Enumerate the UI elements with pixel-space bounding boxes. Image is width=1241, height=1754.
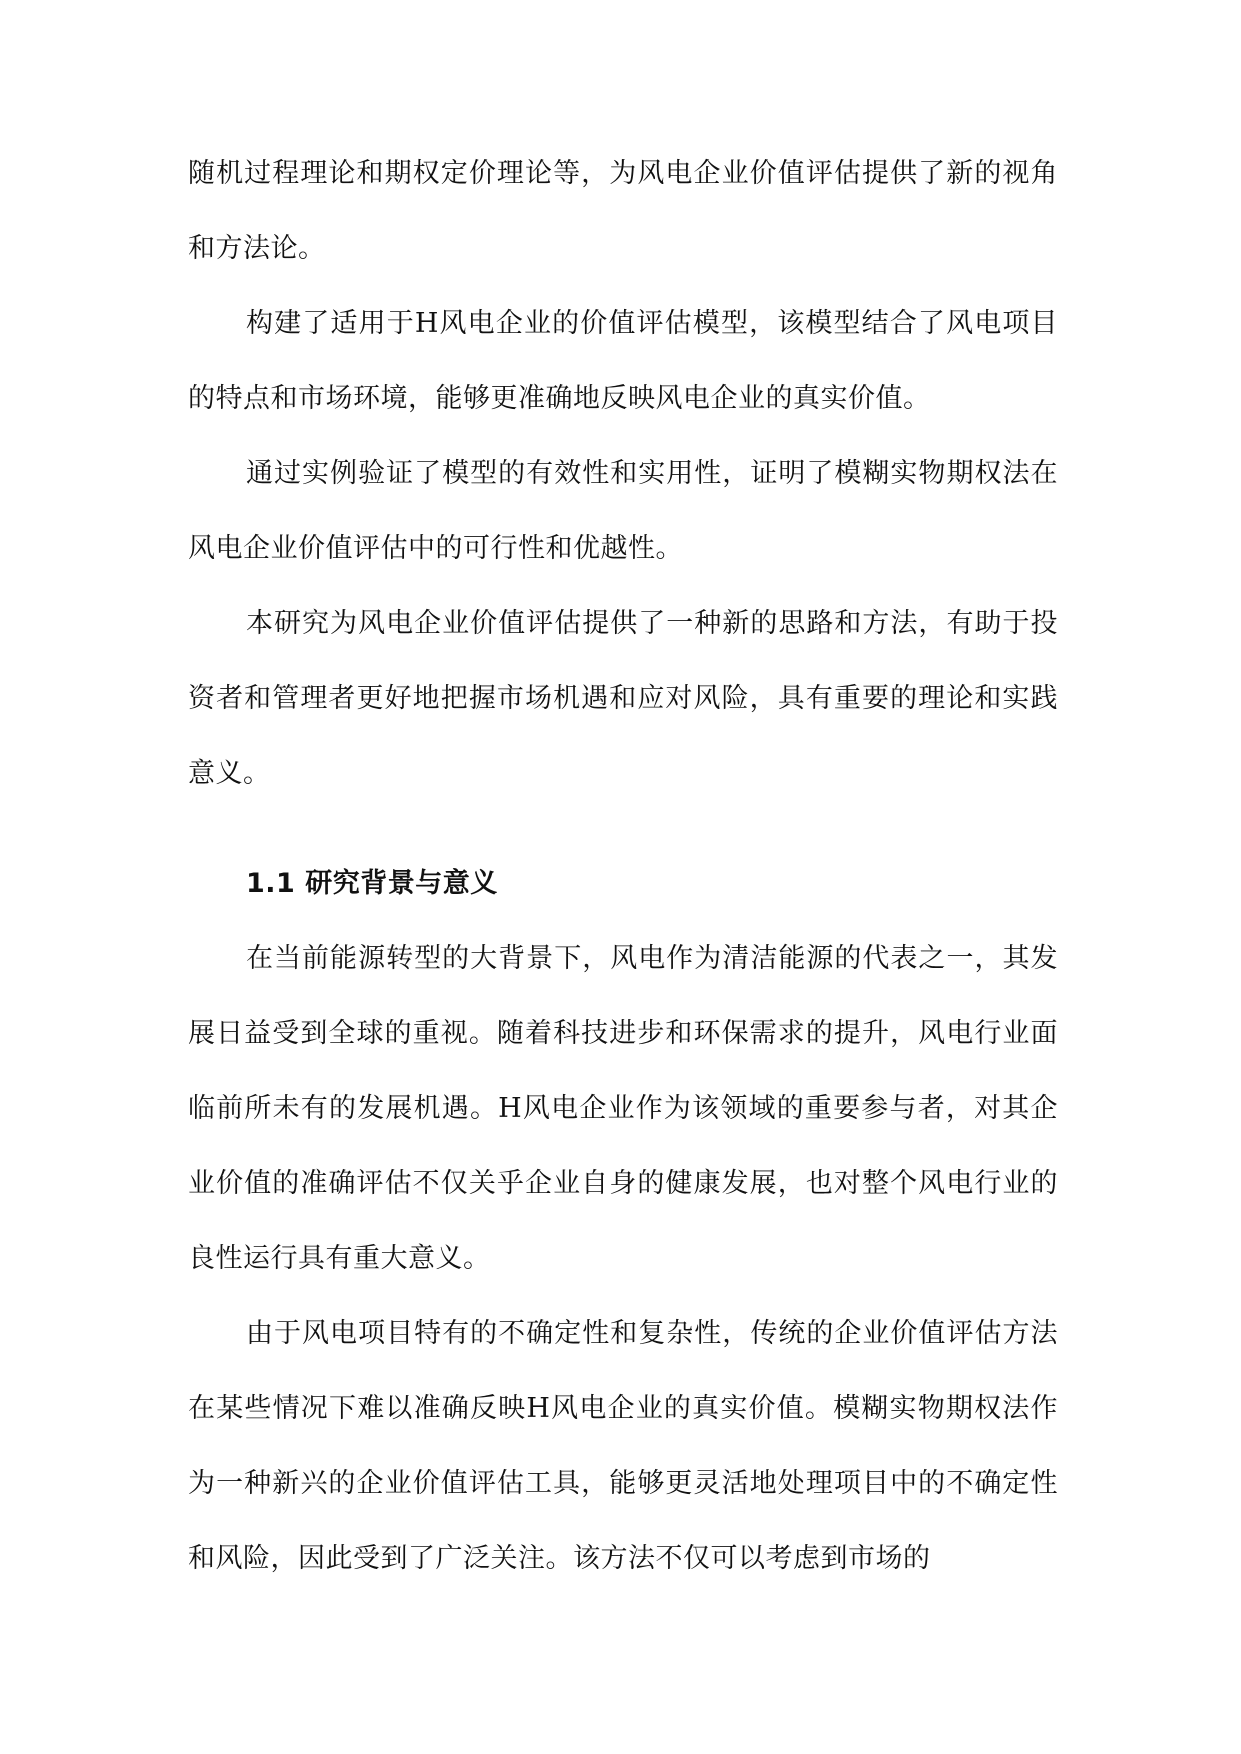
- paragraph-model-construction: 构建了适用于H风电企业的价值评估模型，该模型结合了风电项目的特点和市场环境，能够更准确地反映风电企业的真实价值。: [188, 308, 1058, 414]
- paragraph-method-motivation: 由于风电项目特有的不确定性和复杂性，传统的企业价值评估方法在某些情况下难以准确反映H风电企业的真实价值。模糊实物期权法作为一种新兴的企业价值评估工具，能够更灵活地处理项目中的不确定性和风险，因此受到了广泛关注。该方法不仅可以考虑到市场的: [188, 1318, 1058, 1574]
- paragraph-continuation: 随机过程理论和期权定价理论等，为风电企业价值评估提供了新的视角和方法论。: [188, 158, 1058, 264]
- section-heading: 1.1 研究背景与意义: [246, 868, 498, 899]
- paragraph-background: 在当前能源转型的大背景下，风电作为清洁能源的代表之一，其发展日益受到全球的重视。随着科技进步和环保需求的提升，风电行业面临前所未有的发展机遇。H风电企业作为该领域的重要参与者，对其企业价值的准确评估不仅关乎企业自身的健康发展，也对整个风电行业的良性运行具有重大意义。: [188, 943, 1058, 1274]
- paragraph-validation: 通过实例验证了模型的有效性和实用性，证明了模糊实物期权法在风电企业价值评估中的可行性和优越性。: [188, 458, 1058, 564]
- paragraph-significance: 本研究为风电企业价值评估提供了一种新的思路和方法，有助于投资者和管理者更好地把握市场机遇和应对风险，具有重要的理论和实践意义。: [188, 608, 1058, 789]
